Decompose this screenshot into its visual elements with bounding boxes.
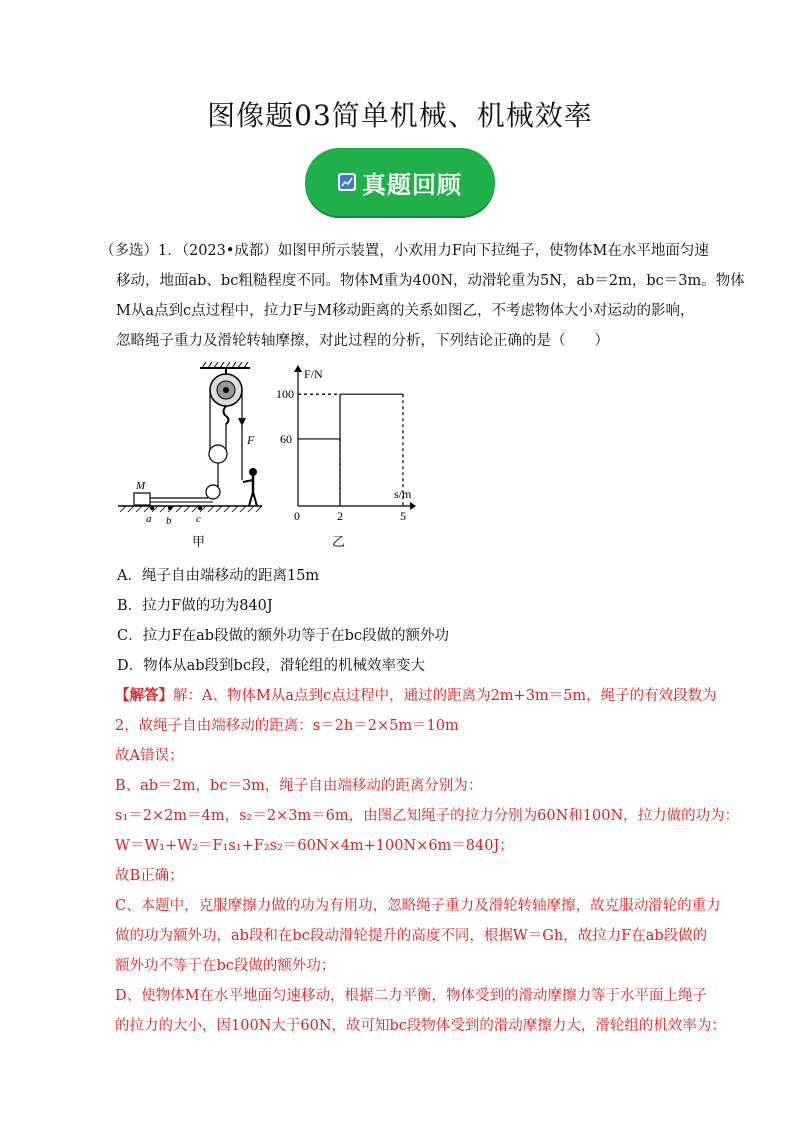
origin-label: 0 [294,509,300,523]
answer-line: B、ab＝2m，bc＝3m，绳子自由端移动的距离分别为： [115,778,483,794]
option-b: B．拉力F做的功为840J [117,598,273,614]
question-line: 忽略绳子重力及滑轮转轴摩擦，对此过程的分析，下列结论正确的是（ ） [116,333,609,349]
answer-line [115,684,717,705]
x-tick-label: 2 [337,509,343,523]
figure-label-right: 乙 [332,535,346,550]
answer-line: 做的功为额外功，ab段和在bc段动滑轮提升的高度不同，根据W＝Gh，故拉力F在ab段做的 [115,928,708,944]
option-c: C．拉力F在ab段做的额外功等于在bc段做的额外功 [117,628,449,644]
answer-line: s₁＝2×2m＝4m，s₂＝2×3m＝6m，由图乙知绳子的拉力分别为60N和100N，拉力做的功为： [115,808,740,824]
answer-tag: 【解答】 [115,687,173,704]
y-axis-label: F/N [304,367,323,381]
figure [110,362,440,554]
answer-line: 故A错误； [115,748,184,764]
answer-line: 的拉力的大小，因100N大于60N，故可知bc段物体受到的滑动摩擦力大，滑轮组的机效率为： [115,1018,726,1034]
x-tick-label: 5 [400,509,406,523]
chart-icon [338,173,356,191]
answer-line: D、使物体M在水平地面匀速移动，根据二力平衡，物体受到的滑动摩擦力等于水平面上绳子 [115,988,707,1004]
answer-text: 解：A、物体M从a点到c点过程中，通过的距离为2m+3m＝5m，绳子的有效段数为 [173,688,717,704]
section-badge [305,148,495,216]
label-c: c [196,513,201,525]
label-F: F [247,433,255,447]
force-distance-graph [276,365,416,550]
x-axis-arrow [410,502,416,510]
option-a: A．绳子自由端移动的距离15m [117,568,320,584]
question-line: （多选）1．（2023•成都）如图甲所示装置，小欢用力F向下拉绳子，使物体M在水平地面匀速 [100,243,709,259]
label-b: b [166,515,172,527]
label-a: a [146,513,152,525]
question-line: M从a点到c点过程中，拉力F与M移动距离的关系如图乙，不考虑物体大小对运动的影响， [116,303,695,319]
y-tick-label: 100 [276,387,294,402]
figure-label-left: 甲 [192,535,206,550]
badge-label: 真题回顾 [362,170,462,199]
page-title: 图像题03简单机械、机械效率 [207,99,593,132]
apparatus-diagram [118,362,262,550]
answer-line: W＝W₁+W₂＝F₁s₁+F₂s₂＝60N×4m+100N×6m＝840J； [115,838,514,854]
answer-line: C、本题中，克服摩擦力做的功为有用功，忽略绳子重力及滑轮转轴摩擦，故克服动滑轮的重力 [115,898,721,914]
answer-line: 额外功不等于在bc段做的额外功； [115,958,336,974]
question-line: 移动，地面ab、bc粗糙程度不同。物体M重为400N，动滑轮重为5N，ab＝2m，bc＝3m。物体 [116,273,745,289]
question-text [100,236,745,356]
answer-line: 故B正确； [115,868,184,884]
label-M: M [136,480,146,492]
y-axis-arrow [294,365,302,372]
x-axis-label: s/m [394,487,412,501]
y-tick-label: 60 [280,431,292,446]
option-d: D．物体从ab段到bc段，滑轮组的机械效率变大 [117,658,425,674]
answer-line: 2，故绳子自由端移动的距离：s＝2h＝2×5m＝10m [115,718,459,734]
